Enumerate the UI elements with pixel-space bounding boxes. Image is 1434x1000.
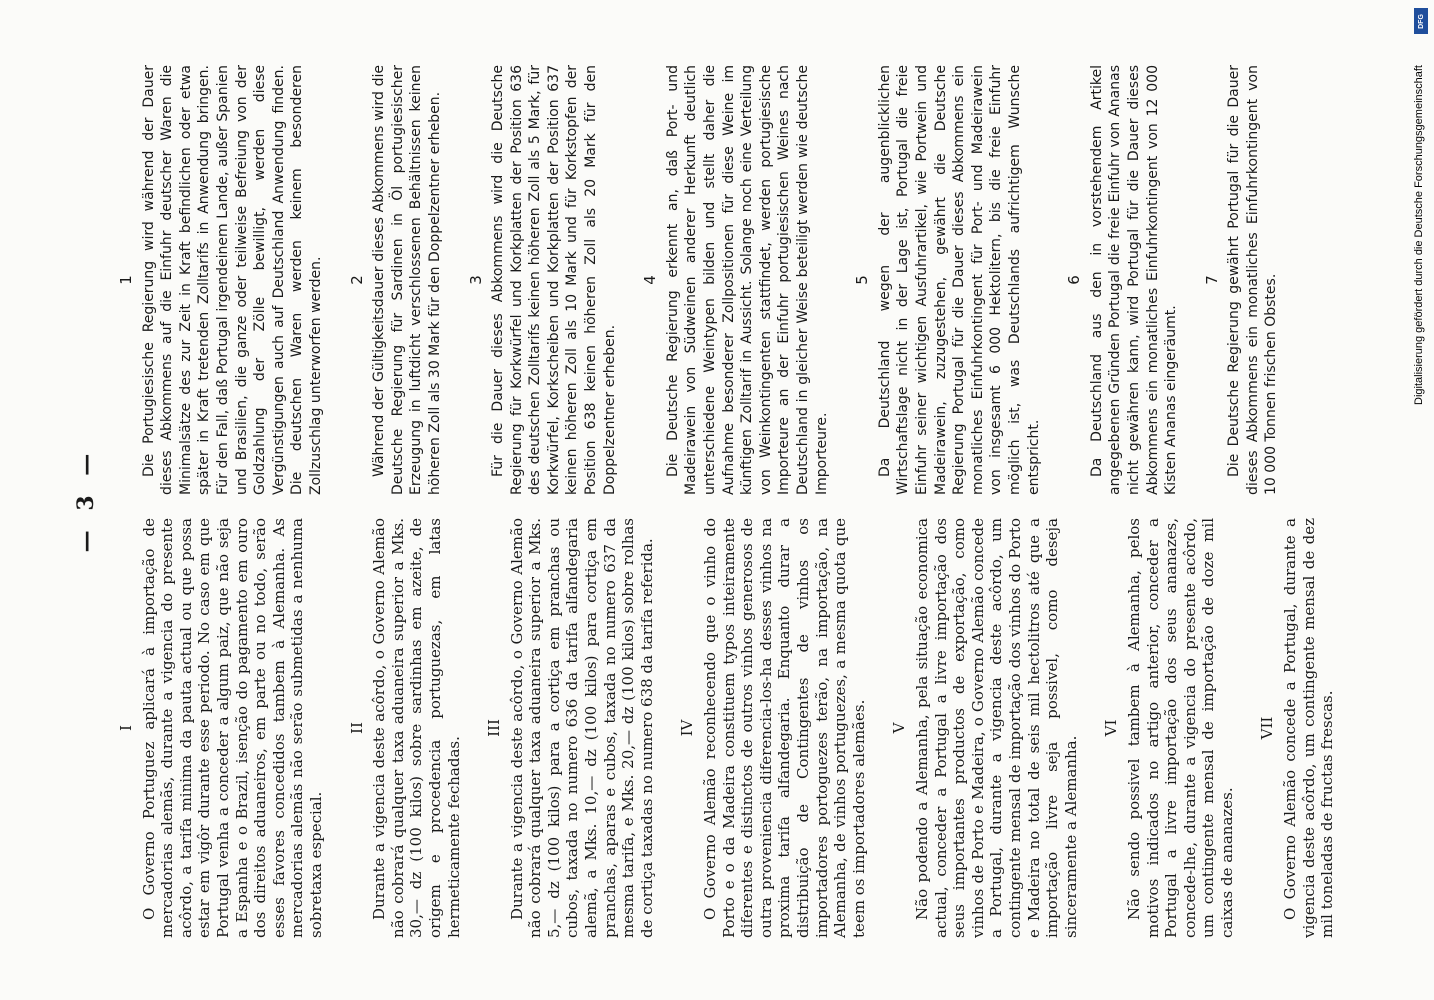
portuguese-column bbox=[117, 518, 1357, 938]
rotated-document-sheet bbox=[67, 50, 1367, 950]
dfg-logo-icon bbox=[1414, 8, 1428, 34]
article-number: IV bbox=[678, 719, 697, 737]
article-pt-4 bbox=[678, 518, 868, 938]
article-de-3 bbox=[467, 65, 620, 495]
article-text: O Governo Portuguez aplicará à importação de mercadorias alemãs, durante a vigencia do presente acôrdo, a tarifa minima da pauta actual ou que possa estar em vigôr durante esse periodo. No caso em que Portugal venha a conceder a algum paiz, que não seja a Espanha e o Brazil, isenção do pagamento em ouro dos direitos aduaneiros, em parte ou no todo, serão esses favores concedidos tambem à Alemanha. As mercadorias alemãs não serão submetidas a nenhuma sobretaxa especial. bbox=[139, 518, 325, 938]
article-number: 7 bbox=[1202, 275, 1221, 285]
article-text: Durante a vigencia deste acôrdo, o Governo Alemão não cobrará qualquer taxa aduaneira superior a Mks. 30,— dz (100 kilos) sobre sardinhas em azeite, de origem e procedencia portuguezas, em latas hermeticamente fechadas. bbox=[370, 518, 463, 938]
article-number: 2 bbox=[347, 275, 366, 285]
article-de-7 bbox=[1203, 65, 1281, 495]
article-text: Não sendo possivel tambem à Alemanha, pelos motivos indicados no artigo anterior, conceder a Portugal a livre importação dos seus ananazes, concede-lhe, durante a vigencia do presente acôrdo, um contingente mensal de importação de doze mil caixas de ananazes. bbox=[1124, 518, 1236, 938]
article-pt-3 bbox=[485, 518, 656, 938]
german-column bbox=[117, 65, 1357, 495]
article-number: 3 bbox=[466, 275, 485, 285]
article-text: Für die Dauer dieses Abkommens wird die Deutsche Regierung für Korkwürfel und Korkplatten der Position 636 des deutschen Zolltarifs keinen höheren Zoll als 5 Mark, für Korkwürfel, Korkscheiben und Korkplatten der Position 637 keinen höheren Zoll als 10 Mark und für Korkstopfen der Position 638 keinen höheren Zoll als 20 Mark für den Doppelzentner erheben. bbox=[490, 65, 618, 495]
digitization-credit-text: Digitalisierung gefördert durch die Deutsche Forschungsgemeinschaft bbox=[1413, 65, 1425, 405]
article-de-5 bbox=[853, 65, 1043, 495]
article-text: Da Deutschland wegen der augenblicklichen Wirtschaftslage nicht in der Lage ist, Portugal die freie Einfuhr seiner wichtigen Ausfuhrartikel, wie Portwein und Madeirawein, zuzugestehen, gewährt die Deutsche Regierung Portugal für die Dauer dieses Abkommens ein monatliches Einfuhrkontingent für Port- und Madeirawein von insgesamt 6 000 Hektolitern, bis die freie Einfuhr möglich ist, was Deutschlands aufrichtigem Wunsche entspricht. bbox=[876, 65, 1042, 495]
article-number: III bbox=[485, 719, 504, 737]
article-text: Não podendo a Alemanha, pela situação economica actual, conceder a Portugal a livre importação dos seus importantes productos de exportação, como vinhos de Porto e Madeira, o Governo Alemão concede a Portugal, durante a vigencia deste acôrdo, um contingente mensal de importação dos vinhos do Porto e Madeira no total de seis mil hectolitros até que a importação livre seja possivel, como deseja sinceramente a Alemanha. bbox=[912, 518, 1080, 938]
article-pt-7 bbox=[1258, 518, 1336, 938]
article-number: V bbox=[890, 722, 909, 734]
article-number: II bbox=[347, 722, 366, 734]
article-pt-2 bbox=[348, 518, 464, 938]
article-text: Durante a vigencia deste acôrdo, o Governo Alemão não cobrará qualquer taxa aduaneira superior a Mks. 5,— dz (100 kilos) para a cortiça em pranchas ou cubos, taxada no numero 636 da tarifa alfandegaria alemã, a Mks. 10,— dz (100 kilos) para cortiça em pranchas, aparas e cubos, taxada no numero 637 da mesma tarifa, e Mks. 20,— dz (100 kilos) sobre rolhas de cortiça taxadas no numero 638 da tarifa referida. bbox=[507, 518, 656, 938]
article-de-4 bbox=[641, 65, 831, 495]
article-pt-1 bbox=[117, 518, 326, 938]
article-number: 6 bbox=[1065, 275, 1084, 285]
dfg-logo-text: DFG bbox=[1417, 13, 1425, 29]
article-text: O Governo Alemão concede a Portugal, durante a vigencia deste acôrdo, um contingente mensal de dez mil toneladas de fructas frescas. bbox=[1281, 518, 1337, 938]
article-de-2 bbox=[348, 65, 445, 495]
article-text: O Governo Alemão reconhecendo que o vinho do Porto e o da Madeira constituem typos inteiramente diferentes e distinctos de outros vinhos generosos de outra proveniencia diferencia-los-ha desses vinhos na proxima tarifa alfandegaria. Enquanto durar a distribuição de Contingentes de vinhos os importadores portoguezes terão, na importação, na Alemanha, de vinhos portuguezes, a mesma quota que teem os importadores alemães. bbox=[701, 518, 868, 938]
article-number: 4 bbox=[641, 275, 660, 285]
article-de-6 bbox=[1065, 65, 1181, 495]
article-de-1 bbox=[117, 65, 326, 495]
article-number: 1 bbox=[117, 275, 135, 285]
article-number: I bbox=[117, 725, 135, 731]
article-number: VI bbox=[1102, 719, 1121, 737]
digitization-credit bbox=[1408, 40, 1430, 430]
article-pt-6 bbox=[1102, 518, 1236, 938]
page-number: — 3 — bbox=[73, 447, 99, 553]
article-text: Da Deutschland aus den in vorstehendem Artikel angegebenen Gründen Portugal die freie Einfuhr von Ananas nicht gewähren kann, wird Portugal für die Dauer dieses Abkommens ein monatliches Einfuhrkontingent von 12 000 Kisten Ananas eingeräumt. bbox=[1088, 65, 1180, 495]
article-text: Die Deutsche Regierung erkennt an, daß Port- und Madeirawein von Südweinen anderer Herkunft deutlich unterschiedene Weintypen bilden und stellt daher die Aufnahme besonderer Zollpositionen für diese Weine im künftigen Zolltarif in Aussicht. Solange noch eine Verteilung von Weinkontingenten stattfindet, werden portugiesische Importeure an der Einfuhr portugiesischen Weines nach Deutschland in gleicher Weise beteiligt werden wie deutsche Importeure. bbox=[664, 65, 830, 495]
article-number: VII bbox=[1258, 716, 1277, 740]
article-text: Die Portugiesische Regierung wird während der Dauer dieses Abkommens auf die Einfuhr deutscher Waren die Minimalsätze des zur Zeit in Kraft befindlichen oder etwa später in Kraft tretenden Zolltarifs in Anwendung bringen. Für den Fall, daß Portugal irgendeinem Lande, außer Spanien und Brasilien, die ganze oder teilweise Befreiung von der Goldzahlung der Zölle bewilligt, werden diese Vergünstigungen auch auf Deutschland Anwendung finden. Die deutschen Waren werden keinem besonderen Zollzuschlag unterworfen werden. bbox=[140, 65, 324, 495]
article-number: 5 bbox=[853, 275, 872, 285]
article-pt-5 bbox=[890, 518, 1080, 938]
article-text: Die Deutsche Regierung gewährt Portugal für die Dauer dieses Abkommens ein monatliches Einfuhrkontingent von 10 000 Tonnen frischen Obstes. bbox=[1226, 65, 1280, 495]
article-text: Während der Gültigkeitsdauer dieses Abkommens wird die Deutsche Regierung für Sardinen in Öl portugiesischer Erzeugung in luftdicht verschlossenen Behältnissen keinen höheren Zoll als 30 Mark für den Doppelzentner erheben. bbox=[371, 65, 443, 495]
